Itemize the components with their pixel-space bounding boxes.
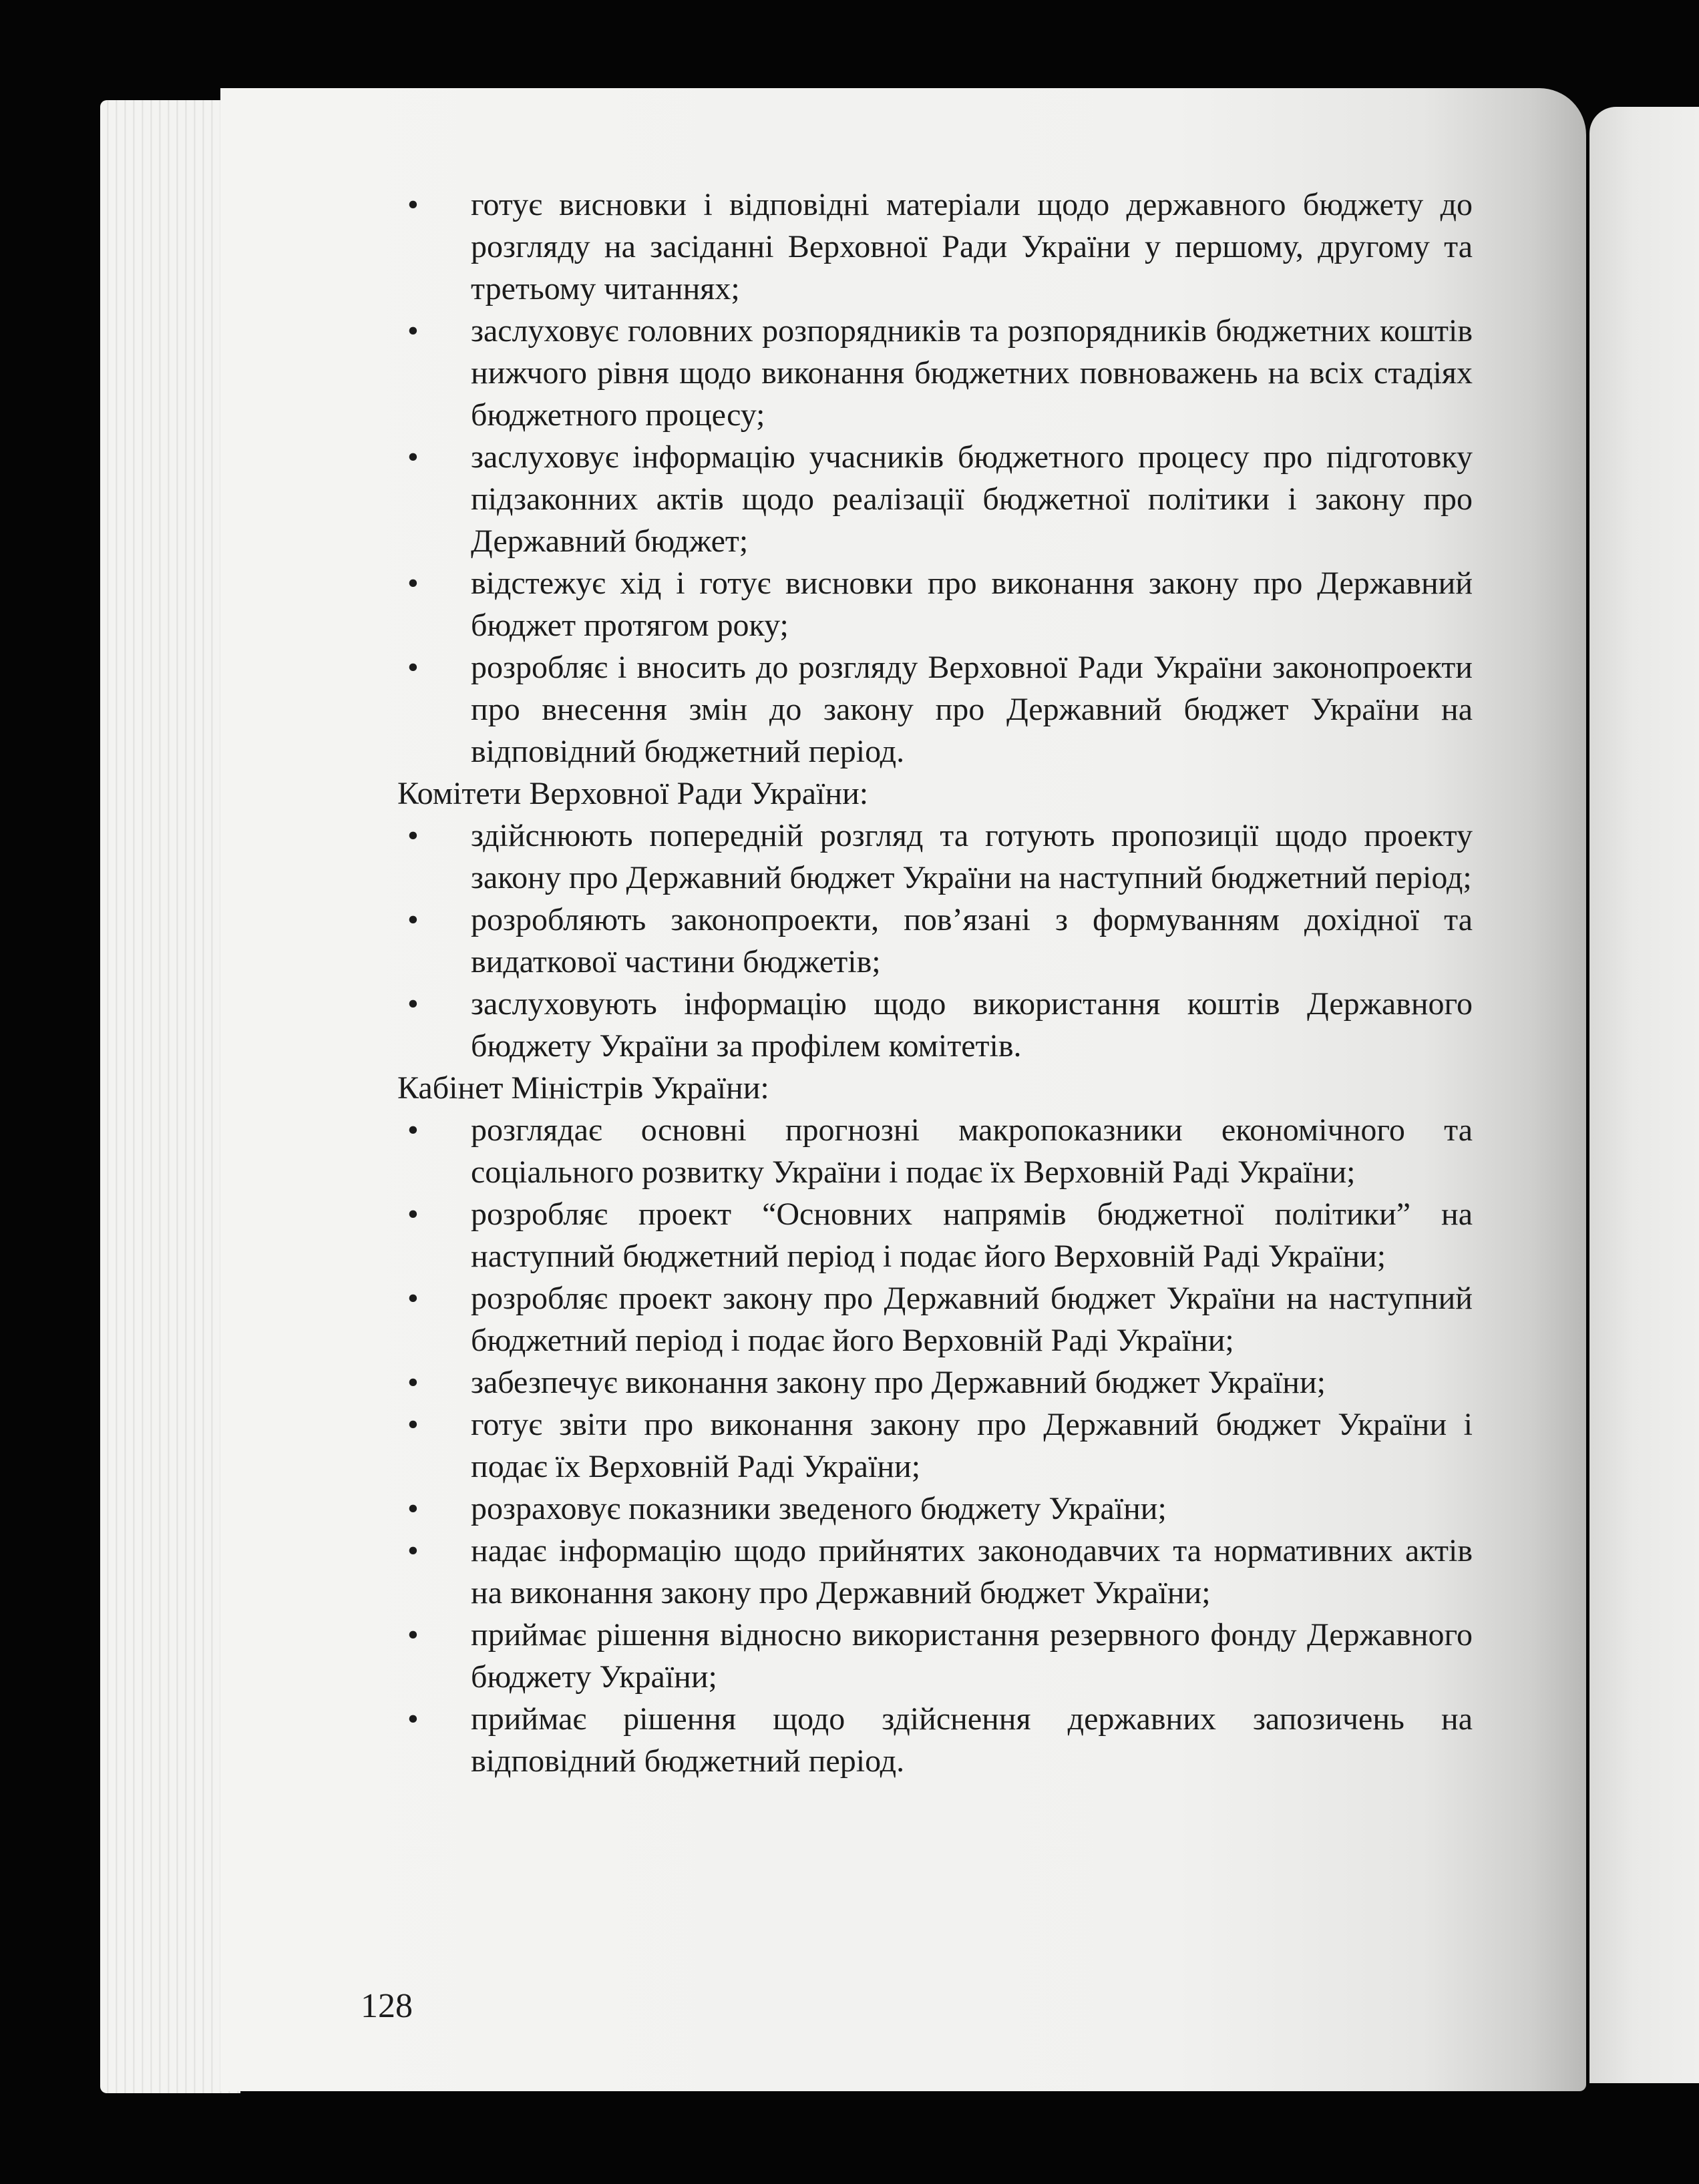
list-item: • надає інформацію щодо прийнятих законодавчих та нормативних актів на виконання закону про Державний бюджет України; [401, 1530, 1473, 1614]
list-item: • забезпечує виконання закону про Державний бюджет України; [401, 1361, 1473, 1403]
cabinet-heading: Кабінет Міністрів України: [397, 1070, 769, 1106]
list-item: • готує звіти про виконання закону про Державний бюджет України і подає їх Верховній Раді України; [401, 1403, 1473, 1488]
list-item: • розробляє проект “Основних напрямів бюджетної політики” на наступний бюджетний період і подає його Верховній Раді України; [401, 1193, 1473, 1277]
bullet-icon: • [407, 1365, 419, 1400]
bullet-icon: • [407, 1701, 419, 1737]
page-number: 128 [361, 1987, 413, 2025]
list-item: • здійснюють попередній розгляд та готують пропозиції щодо проекту закону про Державний бюджет України на наступний бюджетний період; [401, 815, 1473, 899]
list-item: • розробляють законопроекти, пов’язані з формуванням дохідної та видаткової частини бюджетів; [401, 899, 1473, 983]
bullet-icon: • [407, 902, 419, 937]
bullet-icon: • [407, 313, 419, 349]
facing-page-edge [1589, 107, 1699, 2083]
bullet-icon: • [407, 1196, 419, 1232]
bullet-icon: • [407, 986, 419, 1022]
bullet-icon: • [407, 566, 419, 601]
bullet-icon: • [407, 187, 419, 222]
bullet-icon: • [407, 1491, 419, 1526]
list-item: • заслуховує головних розпорядників та розпорядників бюджетних коштів нижчого рівня щодо виконання бюджетних повноважень на всіх стадіях бюджетного процесу; [401, 310, 1473, 436]
list-item: • заслуховують інформацію щодо використання коштів Державного бюджету України за профілем комітетів. [401, 983, 1473, 1067]
page-text [397, 184, 1473, 1782]
bullet-icon: • [407, 1407, 419, 1442]
committees-heading: Комітети Верховної Ради України: [397, 776, 869, 811]
bullet-icon: • [407, 650, 419, 685]
page-stack-edges [100, 100, 240, 2093]
list-item: • готує висновки і відповідні матеріали щодо державного бюджету до розгляду на засіданні Верховної Ради України у першому, другому та третьому читаннях; [401, 184, 1473, 310]
list-item: • відстежує хід і готує висновки про виконання закону про Державний бюджет протягом року; [401, 562, 1473, 646]
bullet-icon: • [407, 1533, 419, 1568]
bullet-icon: • [407, 1617, 419, 1653]
bullet-icon: • [407, 818, 419, 853]
bullet-icon: • [407, 1281, 419, 1316]
list-item: • заслуховує інформацію учасників бюджетного процесу про підготовку підзаконних актів щодо реалізації бюджетної політики і закону про Державний бюджет; [401, 436, 1473, 562]
list-item: • розробляє проект закону про Державний бюджет України на наступний бюджетний період і подає його Верховній Раді України; [401, 1277, 1473, 1361]
list-item: • розробляє і вносить до розгляду Верховної Ради України законопроекти про внесення змін до закону про Державний бюджет України на відповідний бюджетний період. [401, 646, 1473, 773]
list-item: • приймає рішення щодо здійснення державних запозичень на відповідний бюджетний період. [401, 1698, 1473, 1782]
list-item: • розглядає основні прогнозні макропоказники економічного та соціального розвитку України і подає їх Верховній Раді України; [401, 1109, 1473, 1193]
list-item: • приймає рішення відносно використання резервного фонду Державного бюджету України; [401, 1614, 1473, 1698]
bullet-icon: • [407, 439, 419, 475]
list-item: • розраховує показники зведеного бюджету України; [401, 1488, 1473, 1530]
bullet-icon: • [407, 1112, 419, 1148]
